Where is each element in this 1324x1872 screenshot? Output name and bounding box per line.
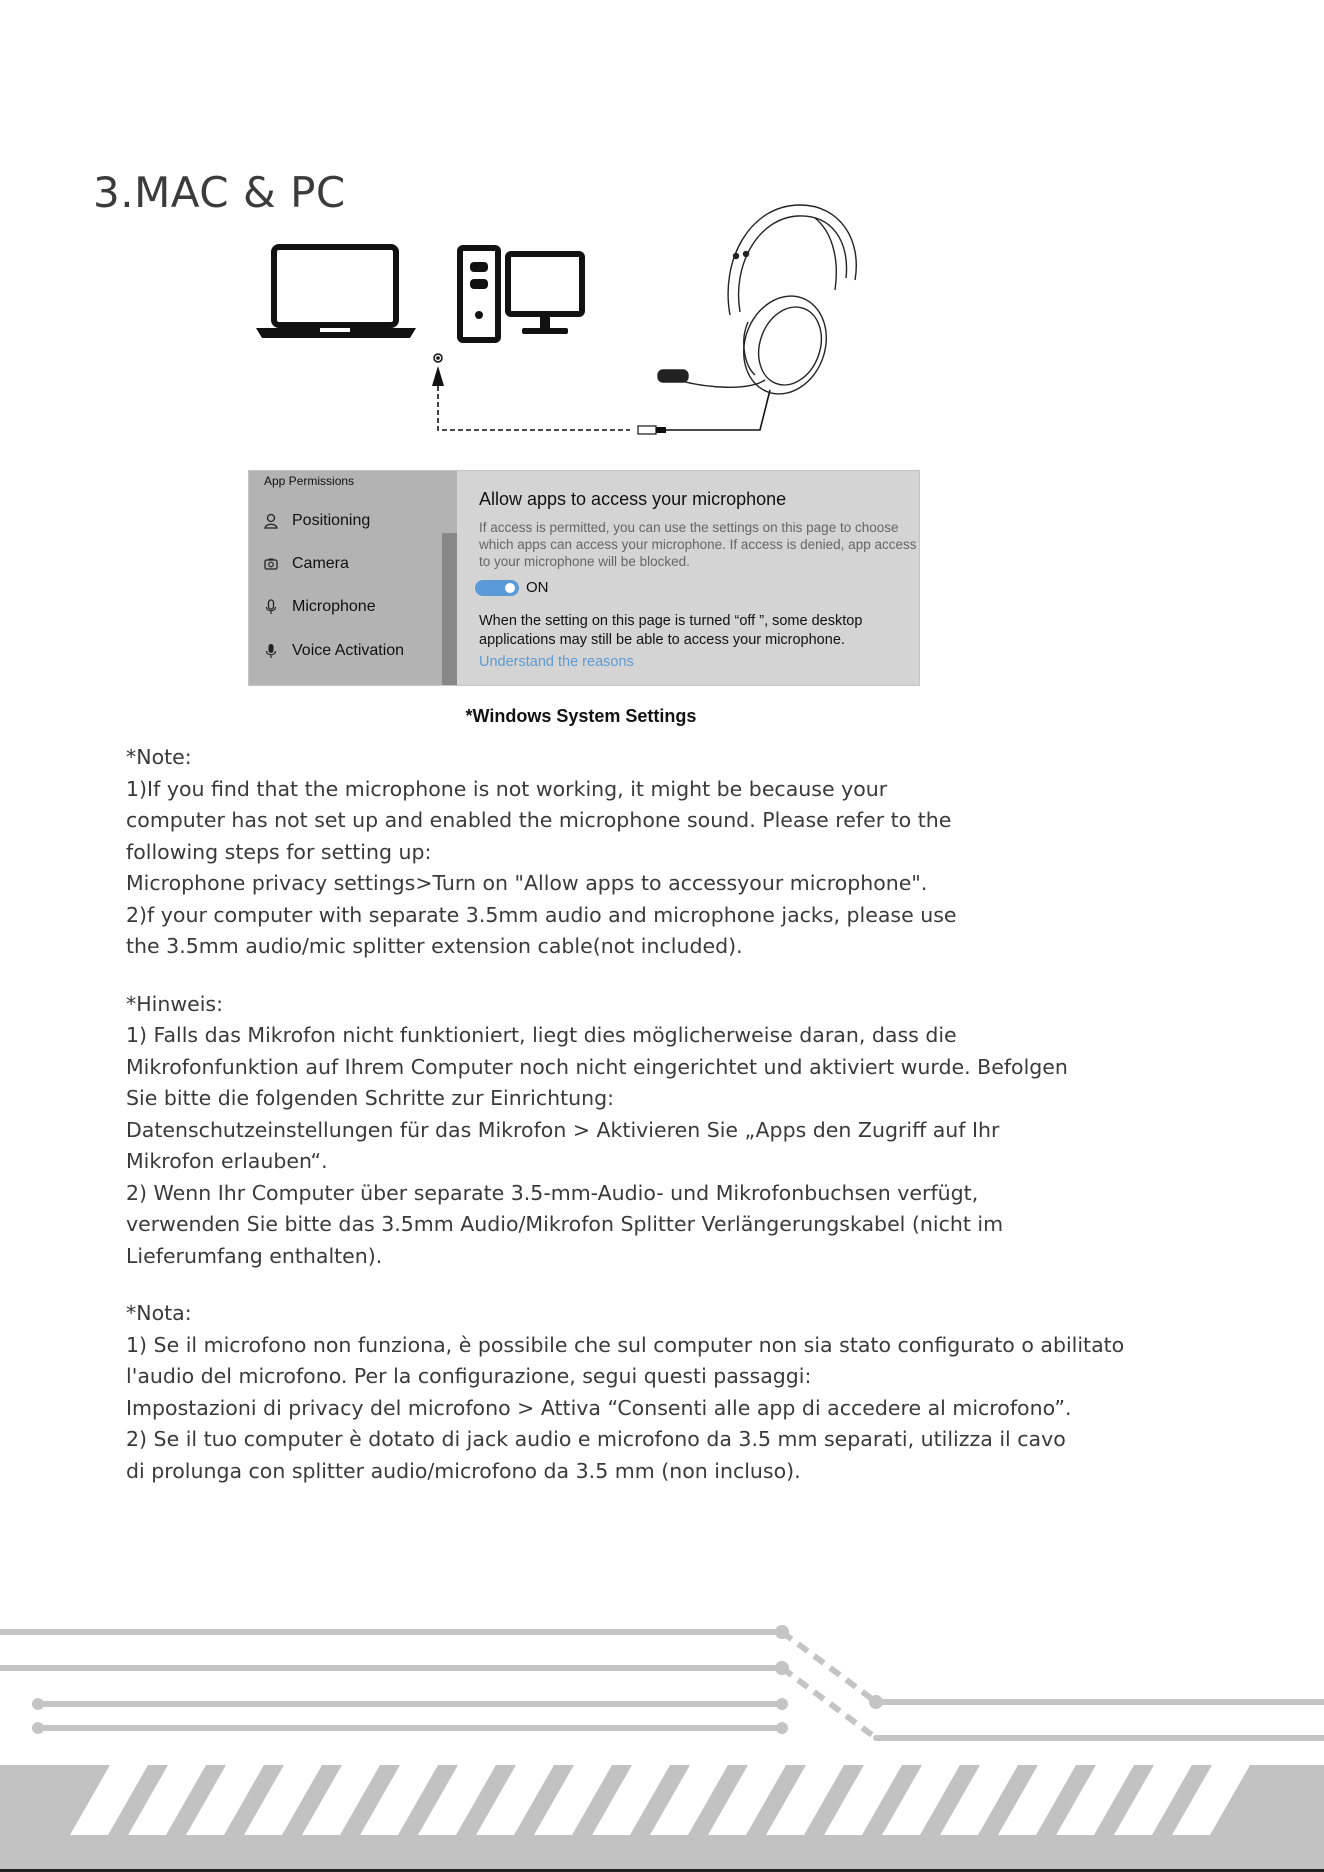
off-setting-note: When the setting on this page is turned “off ”, some desktop applications may still be able to access your microphone.: [479, 613, 863, 648]
note-line: Impostazioni di privacy del microfono > Attiva “Consenti alle app di accedere al microfono”.: [126, 1395, 1072, 1420]
toggle-state-label: ON: [526, 579, 549, 596]
headset-icon: [658, 205, 856, 406]
note-line: 2) Wenn Ihr Computer über separate 3.5-mm-Audio- und Mikrofonbuchsen verfügt,: [126, 1180, 979, 1205]
sidebar-item-label: Positioning: [292, 512, 371, 529]
understand-reasons-link[interactable]: Understand the reasons: [479, 654, 634, 670]
permissions-header: App Permissions: [264, 474, 355, 488]
location-pin-icon: [264, 513, 278, 529]
note-line: *Hinweis:: [126, 991, 224, 1016]
microphone-settings-pane: [457, 471, 919, 685]
sidebar-item-camera[interactable]: [264, 552, 349, 576]
sidebar-item-voice-activation[interactable]: [264, 639, 404, 663]
note-line: l'audio del microfono. Per la configurazione, segui questi passaggi:: [126, 1364, 812, 1388]
microphone-access-toggle[interactable]: [475, 580, 519, 596]
laptop-icon: [256, 247, 416, 338]
note-line: Mikrofon erlauben“.: [126, 1149, 328, 1173]
sidebar-scrollbar[interactable]: [442, 533, 457, 685]
microphone-icon: [264, 599, 278, 615]
note-line: Microphone privacy settings>Turn on "Allow apps to accessyour microphone".: [126, 871, 928, 895]
camera-icon: [264, 556, 278, 572]
note-line: following steps for setting up:: [126, 839, 432, 864]
sidebar-item-positioning[interactable]: [264, 509, 370, 533]
note-line: the 3.5mm audio/mic splitter extension cable(not included).: [126, 934, 743, 958]
footer-stripes: [0, 1765, 1324, 1872]
note-italian: [126, 1298, 1296, 1487]
note-line: Datenschutzeinstellungen für das Mikrofon > Aktivieren Sie „Apps den Zugriff auf Ihr: [126, 1117, 1000, 1142]
footer-stripe-band: [0, 1765, 1324, 1872]
sidebar-item-label: Camera: [292, 555, 349, 572]
allow-access-description: If access is permitted, you can use the settings on this page to choose which apps can access your microphone. If access is denied, app access to your microphone will be blocked.: [479, 520, 917, 569]
note-line: 1) Se il microfono non funziona, è possibile che sul computer non sia stato configurato o abilitato: [126, 1332, 1125, 1357]
note-line: Sie bitte die folgenden Schritte zur Einrichtung:: [126, 1086, 615, 1110]
windows-settings-panel: [248, 470, 920, 686]
note-line: *Nota:: [126, 1301, 192, 1325]
microphone-access-toggle-row: [475, 579, 549, 596]
sidebar-item-label: Microphone: [292, 598, 376, 615]
note-line: Mikrofonfunktion auf Ihrem Computer noch nicht eingerichtet und aktiviert wurde. Befolgen: [126, 1054, 1068, 1079]
note-line: 2) Se il tuo computer è dotato di jack audio e microfono da 3.5 mm separati, utilizza il cavo: [126, 1427, 1066, 1451]
sidebar-item-microphone[interactable]: [264, 595, 376, 619]
footer-decoration: [0, 1580, 1324, 1750]
audio-jack-icon: [432, 354, 770, 434]
sidebar-item-label: Voice Activation: [292, 642, 405, 659]
note-line: *Note:: [126, 745, 192, 769]
note-line: computer has not set up and enabled the microphone sound. Please refer to the: [126, 808, 952, 832]
note-english: [126, 742, 1296, 963]
allow-access-heading: Allow apps to access your microphone: [479, 489, 787, 509]
note-line: Lieferumfang enthalten).: [126, 1243, 383, 1268]
note-german: [126, 989, 1296, 1273]
note-line: di prolunga con splitter audio/microfono da 3.5 mm (non incluso).: [126, 1458, 801, 1483]
figure-caption: *Windows System Settings: [465, 706, 697, 726]
note-line: 2)f your computer with separate 3.5mm audio and microphone jacks, please use: [126, 902, 957, 927]
notes-section: [126, 742, 1296, 1487]
note-line: 1)If you find that the microphone is not working, it might be because your: [126, 776, 888, 801]
permissions-sidebar: [249, 471, 457, 685]
desktop-pc-icon: [460, 248, 582, 340]
connection-illustration: [250, 200, 880, 440]
note-line: 1) Falls das Mikrofon nicht funktioniert, liegt dies möglicherweise daran, dass die: [126, 1023, 957, 1047]
page-title: 3.MAC & PC: [93, 168, 346, 218]
note-line: verwenden Sie bitte das 3.5mm Audio/Mikrofon Splitter Verlängerungskabel (nicht im: [126, 1212, 1004, 1236]
voice-activation-icon: [264, 643, 278, 659]
